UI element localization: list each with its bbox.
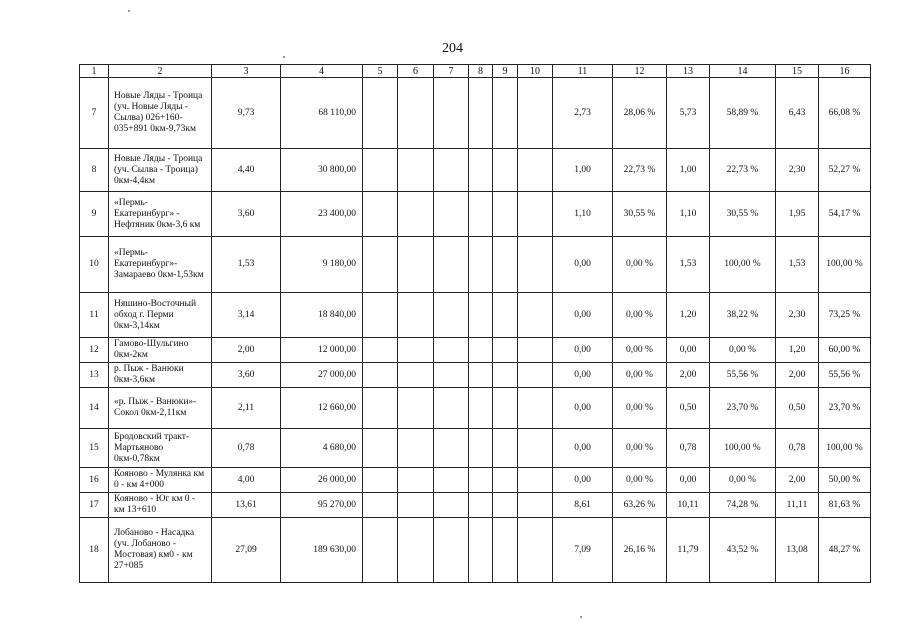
percent-cell: 38,22 % — [710, 293, 776, 338]
value-cell: 10,11 — [667, 493, 710, 518]
empty-cell — [493, 363, 518, 388]
percent-cell: 30,55 % — [613, 192, 667, 237]
empty-cell — [398, 78, 434, 149]
road-name-cell: Лобаново - Насадка (уч. Лобаново - Мостовая) км0 - км 27+085 — [109, 518, 212, 583]
value-cell: 1,00 — [553, 149, 613, 192]
percent-cell: 0,00 % — [613, 363, 667, 388]
length-cell: 3,60 — [212, 192, 281, 237]
empty-cell — [398, 237, 434, 293]
percent-cell: 55,56 % — [819, 363, 871, 388]
header-row — [80, 65, 871, 78]
percent-cell: 22,73 % — [710, 149, 776, 192]
percent-cell: 26,16 % — [613, 518, 667, 583]
value-cell: 1,95 — [776, 192, 819, 237]
empty-cell — [434, 293, 469, 338]
row-number-cell: 9 — [80, 192, 109, 237]
percent-cell: 23,70 % — [710, 388, 776, 429]
value-cell: 1,10 — [667, 192, 710, 237]
percent-cell: 0,00 % — [613, 237, 667, 293]
table-row — [80, 293, 871, 338]
empty-cell — [469, 149, 493, 192]
value-cell: 0,78 — [667, 429, 710, 468]
row-number-cell: 7 — [80, 78, 109, 149]
cost-cell: 4 680,00 — [281, 429, 363, 468]
value-cell: 1,10 — [553, 192, 613, 237]
empty-cell — [493, 78, 518, 149]
empty-cell — [363, 388, 398, 429]
empty-cell — [493, 192, 518, 237]
value-cell: 0,50 — [776, 388, 819, 429]
percent-cell: 22,73 % — [613, 149, 667, 192]
empty-cell — [469, 388, 493, 429]
percent-cell: 54,17 % — [819, 192, 871, 237]
length-cell: 3,60 — [212, 363, 281, 388]
empty-cell — [363, 363, 398, 388]
empty-cell — [398, 518, 434, 583]
empty-cell — [363, 518, 398, 583]
value-cell: 1,20 — [667, 293, 710, 338]
value-cell: 2,00 — [776, 468, 819, 493]
value-cell: 2,73 — [553, 78, 613, 149]
value-cell: 2,30 — [776, 293, 819, 338]
cost-cell: 189 630,00 — [281, 518, 363, 583]
empty-cell — [434, 429, 469, 468]
table-row — [80, 338, 871, 363]
empty-cell — [518, 493, 553, 518]
empty-cell — [469, 78, 493, 149]
value-cell: 1,00 — [667, 149, 710, 192]
column-number: 9 — [493, 65, 518, 78]
empty-cell — [363, 293, 398, 338]
empty-cell — [493, 388, 518, 429]
empty-cell — [398, 429, 434, 468]
row-number-cell: 16 — [80, 468, 109, 493]
percent-cell: 52,27 % — [819, 149, 871, 192]
column-number: 15 — [776, 65, 819, 78]
value-cell: 11,79 — [667, 518, 710, 583]
row-number-cell: 10 — [80, 237, 109, 293]
value-cell: 2,30 — [776, 149, 819, 192]
empty-cell — [518, 149, 553, 192]
percent-cell: 0,00 % — [613, 429, 667, 468]
value-cell: 6,43 — [776, 78, 819, 149]
empty-cell — [434, 388, 469, 429]
column-number: 3 — [212, 65, 281, 78]
percent-cell: 66,08 % — [819, 78, 871, 149]
value-cell: 0,00 — [553, 363, 613, 388]
cost-cell: 18 840,00 — [281, 293, 363, 338]
percent-cell: 30,55 % — [710, 192, 776, 237]
column-number: 4 — [281, 65, 363, 78]
percent-cell: 100,00 % — [710, 429, 776, 468]
empty-cell — [518, 293, 553, 338]
table-row — [80, 429, 871, 468]
table-row — [80, 237, 871, 293]
percent-cell: 100,00 % — [710, 237, 776, 293]
percent-cell: 58,89 % — [710, 78, 776, 149]
cost-cell: 9 180,00 — [281, 237, 363, 293]
empty-cell — [493, 237, 518, 293]
empty-cell — [518, 192, 553, 237]
percent-cell: 0,00 % — [710, 338, 776, 363]
road-name-cell: Новые Ляды - Троица (уч. Новые Ляды - Сылва) 026+160-035+891 0км-9,73км — [109, 78, 212, 149]
value-cell: 1,53 — [667, 237, 710, 293]
empty-cell — [469, 338, 493, 363]
cost-cell: 23 400,00 — [281, 192, 363, 237]
empty-cell — [469, 518, 493, 583]
roads-table — [79, 64, 871, 583]
value-cell: 0,78 — [776, 429, 819, 468]
empty-cell — [434, 78, 469, 149]
table-row — [80, 493, 871, 518]
table-body — [80, 65, 871, 583]
percent-cell: 0,00 % — [613, 388, 667, 429]
empty-cell — [518, 429, 553, 468]
length-cell: 4,40 — [212, 149, 281, 192]
road-name-cell: Няшино-Восточный обход г. Перми 0км-3,14км — [109, 293, 212, 338]
road-name-cell: Кояново - Мулянка км 0 - км 4+000 — [109, 468, 212, 493]
empty-cell — [493, 493, 518, 518]
empty-cell — [434, 192, 469, 237]
empty-cell — [363, 149, 398, 192]
empty-cell — [493, 149, 518, 192]
empty-cell — [434, 149, 469, 192]
percent-cell: 100,00 % — [819, 429, 871, 468]
column-number: 1 — [80, 65, 109, 78]
value-cell: 0,00 — [553, 338, 613, 363]
empty-cell — [469, 192, 493, 237]
scan-speck — [283, 56, 285, 58]
length-cell: 4,00 — [212, 468, 281, 493]
empty-cell — [398, 493, 434, 518]
empty-cell — [469, 429, 493, 468]
empty-cell — [363, 338, 398, 363]
empty-cell — [363, 468, 398, 493]
value-cell: 0,00 — [553, 293, 613, 338]
empty-cell — [363, 429, 398, 468]
row-number-cell: 8 — [80, 149, 109, 192]
table-row — [80, 192, 871, 237]
percent-cell: 48,27 % — [819, 518, 871, 583]
column-number: 11 — [553, 65, 613, 78]
road-name-cell: Гамово-Шульгино 0км-2км — [109, 338, 212, 363]
column-number: 8 — [469, 65, 493, 78]
empty-cell — [434, 237, 469, 293]
table-row — [80, 388, 871, 429]
scan-speck — [580, 616, 582, 618]
empty-cell — [518, 338, 553, 363]
road-name-cell: «Пермь-Екатеринбург» - Нефтяник 0км-3,6 км — [109, 192, 212, 237]
road-name-cell: «Пермь-Екатеринбург»-Замараево 0км-1,53км — [109, 237, 212, 293]
percent-cell: 28,06 % — [613, 78, 667, 149]
percent-cell: 55,56 % — [710, 363, 776, 388]
value-cell: 0,00 — [667, 338, 710, 363]
value-cell: 7,09 — [553, 518, 613, 583]
column-number: 2 — [109, 65, 212, 78]
empty-cell — [398, 192, 434, 237]
empty-cell — [398, 338, 434, 363]
empty-cell — [469, 468, 493, 493]
percent-cell: 63,26 % — [613, 493, 667, 518]
empty-cell — [434, 338, 469, 363]
empty-cell — [518, 237, 553, 293]
cost-cell: 12 660,00 — [281, 388, 363, 429]
empty-cell — [398, 363, 434, 388]
percent-cell: 81,63 % — [819, 493, 871, 518]
empty-cell — [398, 149, 434, 192]
length-cell: 13,61 — [212, 493, 281, 518]
empty-cell — [363, 78, 398, 149]
value-cell: 2,00 — [776, 363, 819, 388]
empty-cell — [518, 363, 553, 388]
length-cell: 2,00 — [212, 338, 281, 363]
row-number-cell: 12 — [80, 338, 109, 363]
percent-cell: 0,00 % — [613, 338, 667, 363]
column-number: 7 — [434, 65, 469, 78]
empty-cell — [469, 363, 493, 388]
table-row — [80, 518, 871, 583]
percent-cell: 0,00 % — [613, 293, 667, 338]
value-cell: 0,50 — [667, 388, 710, 429]
empty-cell — [434, 493, 469, 518]
empty-cell — [493, 468, 518, 493]
table-row — [80, 149, 871, 192]
length-cell: 1,53 — [212, 237, 281, 293]
column-number: 14 — [710, 65, 776, 78]
empty-cell — [434, 518, 469, 583]
road-name-cell: Кояново - Юг км 0 - км 13+610 — [109, 493, 212, 518]
table-row — [80, 363, 871, 388]
row-number-cell: 13 — [80, 363, 109, 388]
row-number-cell: 14 — [80, 388, 109, 429]
value-cell: 1,53 — [776, 237, 819, 293]
value-cell: 0,00 — [553, 388, 613, 429]
percent-cell: 60,00 % — [819, 338, 871, 363]
value-cell: 0,00 — [553, 429, 613, 468]
empty-cell — [518, 78, 553, 149]
empty-cell — [363, 237, 398, 293]
cost-cell: 27 000,00 — [281, 363, 363, 388]
column-number: 10 — [518, 65, 553, 78]
column-number: 16 — [819, 65, 871, 78]
empty-cell — [398, 468, 434, 493]
column-number: 6 — [398, 65, 434, 78]
percent-cell: 43,52 % — [710, 518, 776, 583]
cost-cell: 26 000,00 — [281, 468, 363, 493]
percent-cell: 73,25 % — [819, 293, 871, 338]
row-number-cell: 11 — [80, 293, 109, 338]
length-cell: 2,11 — [212, 388, 281, 429]
percent-cell: 74,28 % — [710, 493, 776, 518]
cost-cell: 95 270,00 — [281, 493, 363, 518]
empty-cell — [469, 237, 493, 293]
table-row — [80, 78, 871, 149]
percent-cell: 0,00 % — [613, 468, 667, 493]
value-cell: 2,00 — [667, 363, 710, 388]
percent-cell: 50,00 % — [819, 468, 871, 493]
length-cell: 3,14 — [212, 293, 281, 338]
row-number-cell: 17 — [80, 493, 109, 518]
empty-cell — [434, 363, 469, 388]
value-cell: 11,11 — [776, 493, 819, 518]
empty-cell — [469, 493, 493, 518]
table-row — [80, 468, 871, 493]
empty-cell — [363, 192, 398, 237]
empty-cell — [493, 338, 518, 363]
empty-cell — [398, 293, 434, 338]
empty-cell — [469, 293, 493, 338]
value-cell: 5,73 — [667, 78, 710, 149]
page-number: 204 — [442, 41, 463, 56]
empty-cell — [398, 388, 434, 429]
empty-cell — [434, 468, 469, 493]
cost-cell: 30 800,00 — [281, 149, 363, 192]
empty-cell — [518, 468, 553, 493]
length-cell: 27,09 — [212, 518, 281, 583]
column-number: 13 — [667, 65, 710, 78]
column-number: 12 — [613, 65, 667, 78]
scan-speck — [128, 10, 130, 12]
length-cell: 9,73 — [212, 78, 281, 149]
value-cell: 0,00 — [553, 237, 613, 293]
value-cell: 8,61 — [553, 493, 613, 518]
road-name-cell: Бродовский тракт-Мартьяново 0км-0,78км — [109, 429, 212, 468]
cost-cell: 68 110,00 — [281, 78, 363, 149]
percent-cell: 0,00 % — [710, 468, 776, 493]
road-name-cell: «р. Пыж - Ванюки»-Сокол 0км-2,11км — [109, 388, 212, 429]
row-number-cell: 15 — [80, 429, 109, 468]
row-number-cell: 18 — [80, 518, 109, 583]
value-cell: 0,00 — [553, 468, 613, 493]
road-name-cell: р. Пыж - Ванюки 0км-3,6км — [109, 363, 212, 388]
percent-cell: 23,70 % — [819, 388, 871, 429]
empty-cell — [493, 518, 518, 583]
empty-cell — [518, 388, 553, 429]
column-number: 5 — [363, 65, 398, 78]
value-cell: 0,00 — [667, 468, 710, 493]
empty-cell — [363, 493, 398, 518]
value-cell: 13,08 — [776, 518, 819, 583]
cost-cell: 12 000,00 — [281, 338, 363, 363]
length-cell: 0,78 — [212, 429, 281, 468]
empty-cell — [493, 293, 518, 338]
empty-cell — [518, 518, 553, 583]
road-name-cell: Новые Ляды - Троица (уч. Сылва - Троица) 0км-4,4км — [109, 149, 212, 192]
percent-cell: 100,00 % — [819, 237, 871, 293]
empty-cell — [493, 429, 518, 468]
value-cell: 1,20 — [776, 338, 819, 363]
